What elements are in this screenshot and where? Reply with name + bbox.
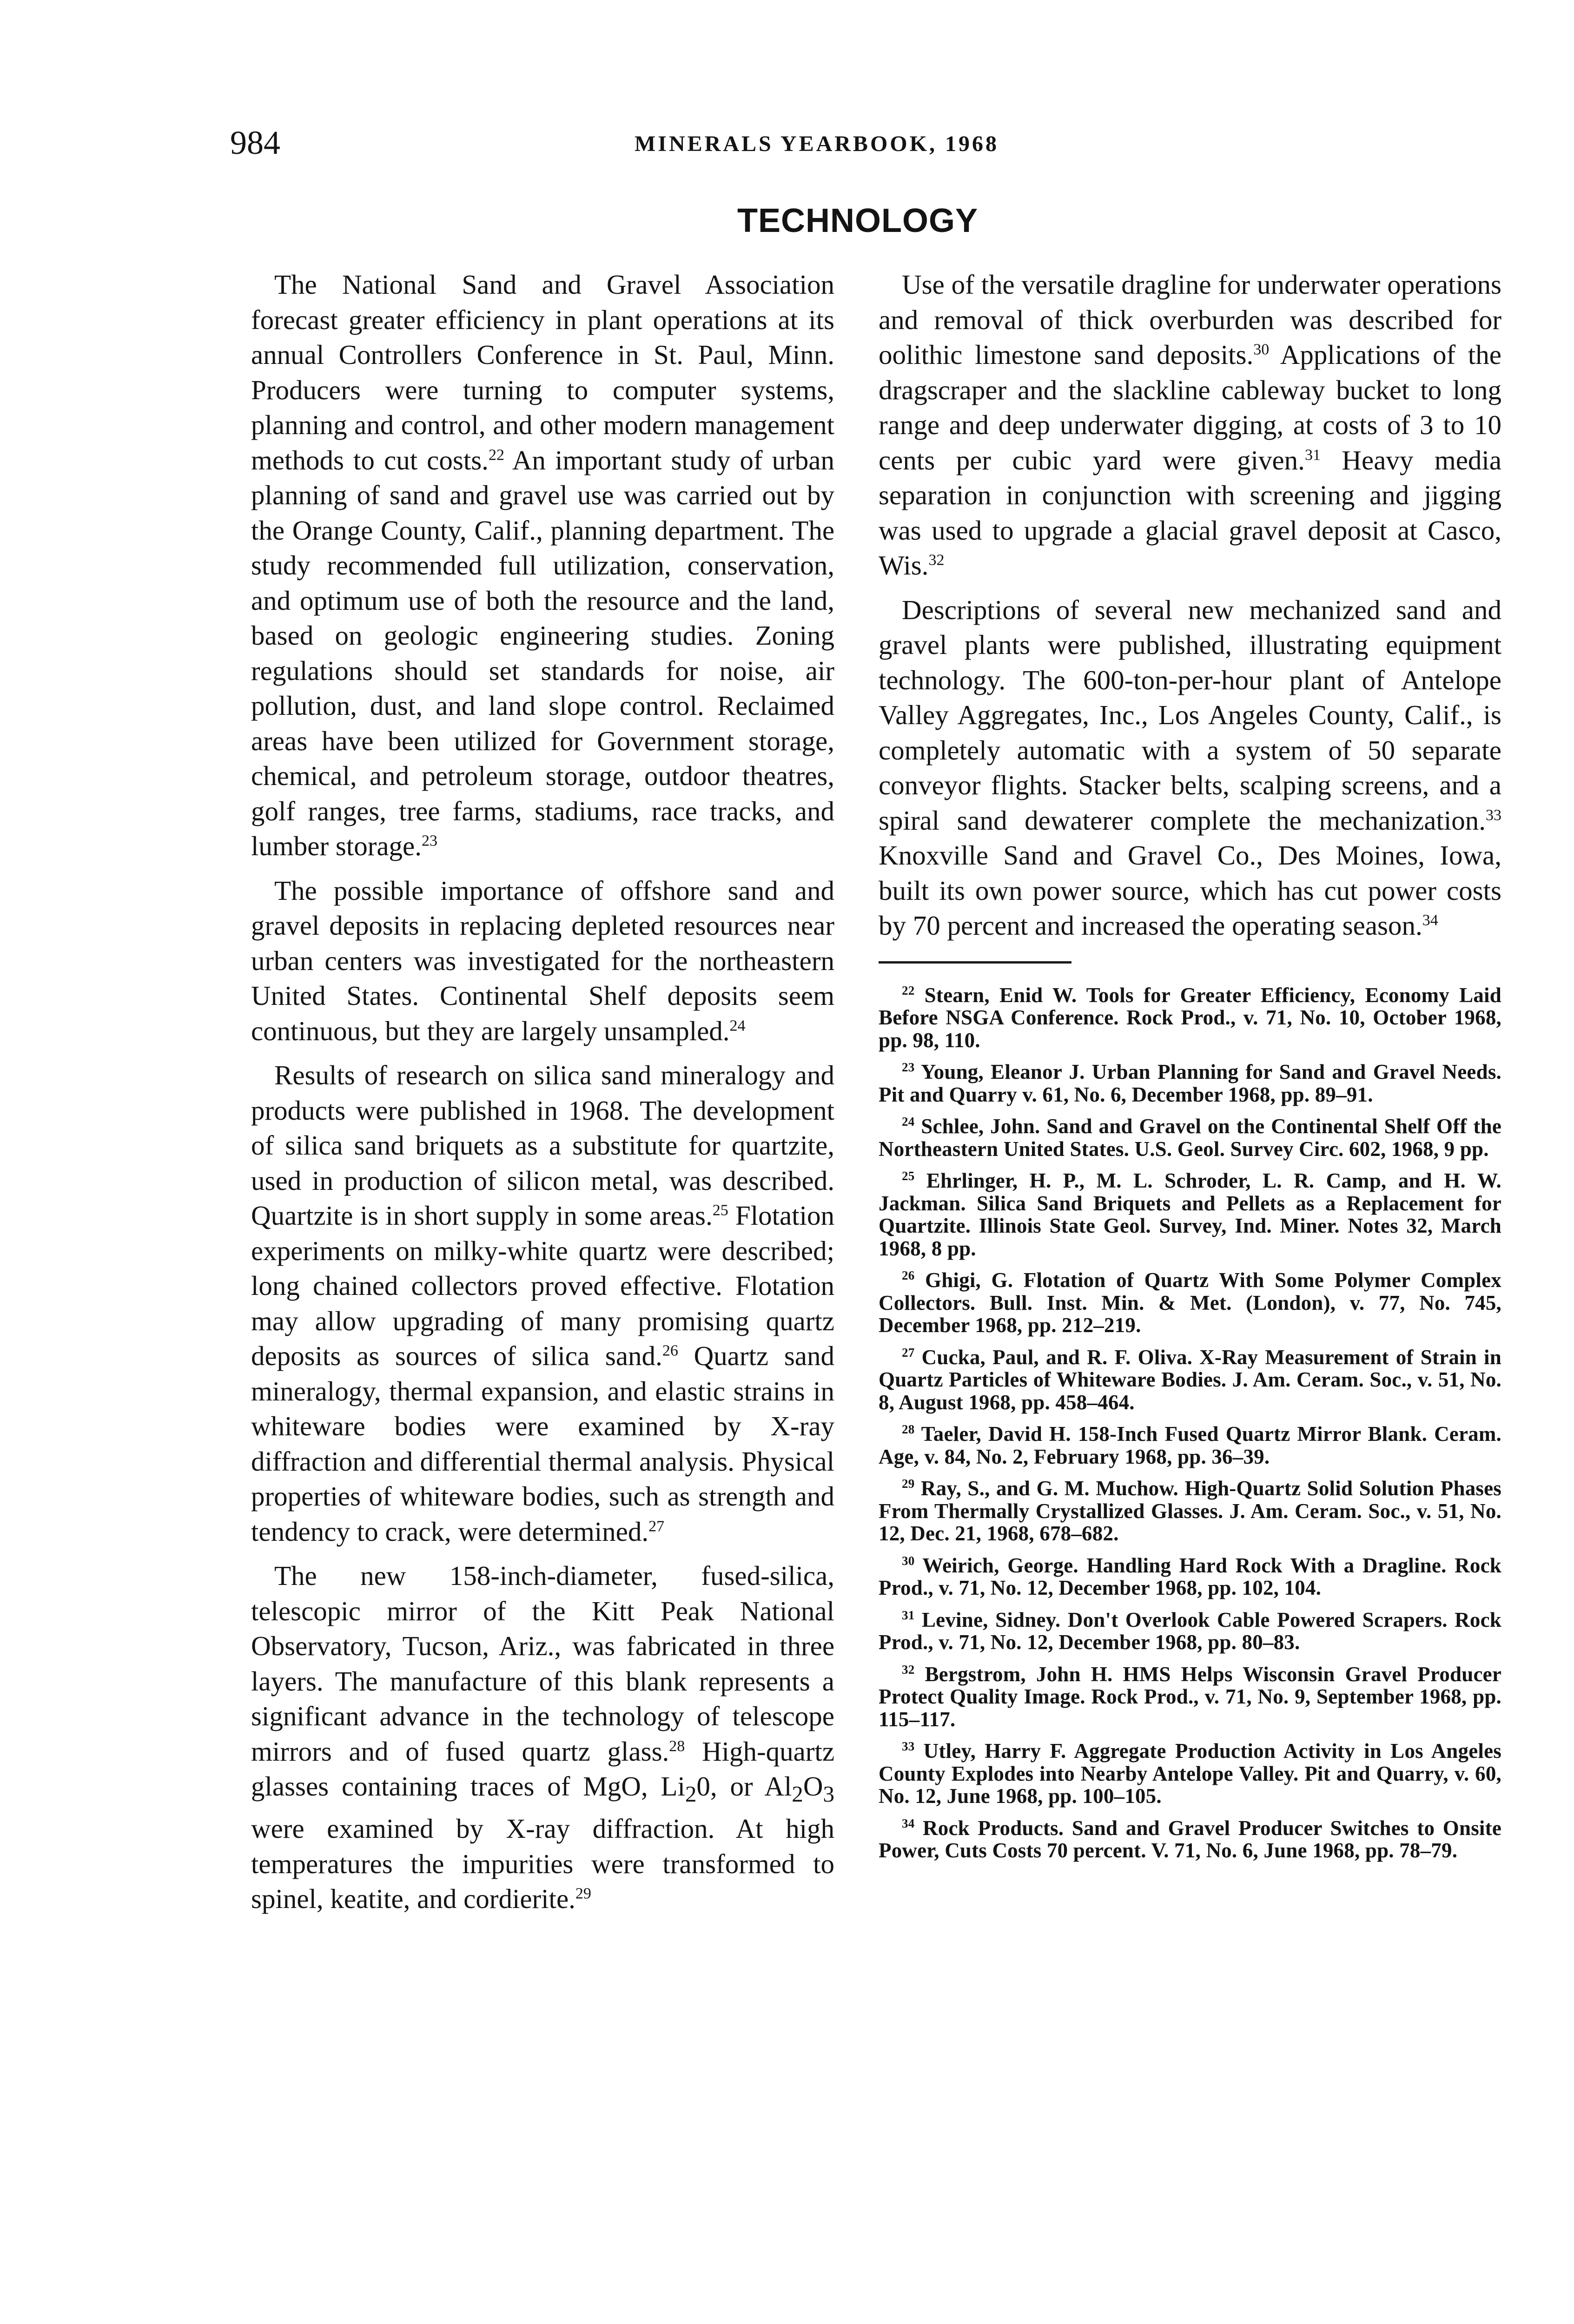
footnote: $^{23}$ Young, Eleanor J. Urban Planning for Sand and Gravel Needs. Pit and Quarry v. 61, No. 6, December 1968, pp. 89–91. xyxy=(879,1060,1501,1106)
footnote: $^{28}$ Taeler, David H. 158-Inch Fused Quartz Mirror Blank. Ceram. Age, v. 84, No. 2, February 1968, pp. 36–39. xyxy=(879,1422,1501,1468)
footnote-ref: 33 xyxy=(1486,806,1501,824)
footnote-ref: 29 xyxy=(575,1885,591,1902)
running-header xyxy=(0,122,1574,164)
footnote-ref: 32 xyxy=(928,551,945,569)
footnote-ref: 23 xyxy=(422,832,437,850)
paragraph: The possible importance of offshore sand and gravel deposits in replacing depleted resources near urban centers was investigated for the northeastern United States. Continental Shelf deposits seem continuous, but they are largely unsampled.$^{24}$ xyxy=(251,875,834,1046)
paragraph: Descriptions of several new mechanized sand and gravel plants were published, illustrating equipment technology. The 600-ton-per-hour plant of Antelope Valley Aggregates, Inc., Los Angeles County, Calif., is completely automatic with a system of 50 separate conveyor flights. Stacker belts, scalping screens, and a spiral sand dewaterer complete the mechanization.$^{33}$ Knoxville Sand and Gravel Co., Des Moines, Iowa, built its own power source, which has cut power costs by 70 percent and increased the operating season.$^{34}$ xyxy=(879,594,1501,941)
left-column xyxy=(251,267,834,1917)
footnote: $^{34}$ Rock Products. Sand and Gravel Producer Switches to Onsite Power, Cuts Costs 70 percent. V. 71, No. 6, June 1968, pp. 78–79. xyxy=(879,1816,1501,1862)
right-column xyxy=(879,267,1501,1862)
footnote-ref: 26 xyxy=(662,1342,678,1360)
footnote-ref: 31 xyxy=(1304,446,1321,463)
paragraph: The new 158-inch-diameter, fused-silica, telescopic mirror of the Kitt Peak National Observatory, Tucson, Ariz., was fabricated in three layers. The manufacture of this blank represents a significant advance in the technology of telescope mirrors and of fused quartz glass.$^{28}$ High-quartz glasses containing traces of MgO, $Li_20$, or $Al_2O_3$ were examined by X-ray diffraction. At high temperatures the impurities were transformed to spinel, keatite, and cordierite.$^{29}$ xyxy=(251,1560,835,1915)
footnote-ref: 24 xyxy=(729,1017,746,1034)
section-title: TECHNOLOGY xyxy=(737,202,978,239)
footnote-ref: 30 xyxy=(1253,341,1270,358)
footnote: $^{24}$ Schlee, John. Sand and Gravel on the Continental Shelf Off the Northeastern United States. U.S. Geol. Survey Circ. 602, 1968, 9 pp. xyxy=(879,1115,1501,1161)
paragraph: Results of research on silica sand mineralogy and products were published in 1968. The development of silica sand briquets as a substitute for quartzite, used in production of silicon metal, was described. Quartzite is in short supply in some areas.$^{25}$ Flotation experiments on milky-white quartz were described; long chained collectors proved effective. Flotation may allow upgrading of many promising quartz deposits as sources of silica sand.$^{26}$ Quartz sand mineralogy, thermal expansion, and elastic strains in whiteware bodies were examined by X-ray diffraction and differential thermal analysis. Physical properties of whiteware bodies, such as strength and tendency to crack, were determined.$^{27}$ xyxy=(251,1060,834,1547)
footnote: $^{32}$ Bergstrom, John H. HMS Helps Wisconsin Gravel Producer Protect Quality Image. Rock Prod., v. 71, No. 9, September 1968, pp. 115–117. xyxy=(879,1662,1501,1731)
footnote: $^{26}$ Ghigi, G. Flotation of Quartz With Some Polymer Complex Collectors. Bull. Inst. Min. & Met. (London), v. 77, No. 745, December 1968, pp. 212–219. xyxy=(879,1268,1501,1337)
footnote: $^{22}$ Stearn, Enid W. Tools for Greater Efficiency, Economy Laid Before NSGA Conference. Rock Prod., v. 71, No. 10, October 1968, pp. 98, 110. xyxy=(879,983,1501,1052)
footnote-ref: 25 xyxy=(712,1202,728,1219)
footnote-divider xyxy=(879,961,1071,964)
footnote-ref: 28 xyxy=(669,1737,685,1755)
paragraph: The National Sand and Gravel Association forecast greater efficiency in plant operations at its annual Controllers Conference in St. Paul, Minn. Producers were turning to computer systems, planning and control, and other modern management methods to cut costs.$^{22}$ An important study of urban planning of sand and gravel use was carried out by the Orange County, Calif., planning department. The study recommended full utilization, conservation, and optimum use of both the resource and the land, based on geologic engineering studies. Zoning regulations should set standards for noise, air pollution, dust, and land slope control. Reclaimed areas have been utilized for Government storage, chemical, and petroleum storage, outdoor theatres, golf ranges, tree farms, stadiums, race tracks, and lumber storage.$^{23}$ xyxy=(251,269,834,861)
footnote-ref: 22 xyxy=(488,446,504,463)
footnotes xyxy=(879,984,1501,1862)
footnote: $^{29}$ Ray, S., and G. M. Muchow. High-Quartz Solid Solution Phases From Thermally Crystallized Glasses. J. Am. Ceram. Soc., v. 51, No. 12, Dec. 21, 1968, 678–682. xyxy=(879,1477,1501,1545)
footnote: $^{27}$ Cucka, Paul, and R. F. Oliva. X-Ray Measurement of Strain in Quartz Particles of Whiteware Bodies. J. Am. Ceram. Soc., v. 51, No. 8, August 1968, pp. 458–464. xyxy=(879,1345,1501,1414)
footnote: $^{30}$ Weirich, George. Handling Hard Rock With a Dragline. Rock Prod., v. 71, No. 12, December 1968, pp. 102, 104. xyxy=(879,1553,1501,1599)
footnote: $^{25}$ Ehrlinger, H. P., M. L. Schroder, L. R. Camp, and H. W. Jackman. Silica Sand Briquets and Pellets as a Replacement for Quartzite. Illinois State Geol. Survey, Ind. Miner. Notes 32, March 1968, 8 pp. xyxy=(879,1169,1501,1260)
running-title: MINERALS YEARBOOK, 1968 xyxy=(635,132,999,156)
footnote: $^{33}$ Utley, Harry F. Aggregate Production Activity in Los Angeles County Explodes into Nearby Antelope Valley. Pit and Quarry, v. 60, No. 12, June 1968, pp. 100–105. xyxy=(879,1739,1501,1808)
footnote-ref: 34 xyxy=(1422,911,1438,929)
footnote: $^{31}$ Levine, Sidney. Don't Overlook Cable Powered Scrapers. Rock Prod., v. 71, No. 12, December 1968, pp. 80–83. xyxy=(879,1608,1501,1654)
footnote-ref: 27 xyxy=(648,1517,665,1535)
paragraph: Use of the versatile dragline for underwater operations and removal of thick overburden was described for oolithic limestone sand deposits.$^{30}$ Applications of the dragscraper and the slackline cableway bucket to long range and deep underwater digging, at costs of 3 to 10 cents per cubic yard were given.$^{31}$ Heavy media separation in conjunction with screening and jigging was used to upgrade a glacial gravel deposit at Casco, Wis.$^{32}$ xyxy=(879,269,1502,581)
page-number: 984 xyxy=(230,124,280,161)
